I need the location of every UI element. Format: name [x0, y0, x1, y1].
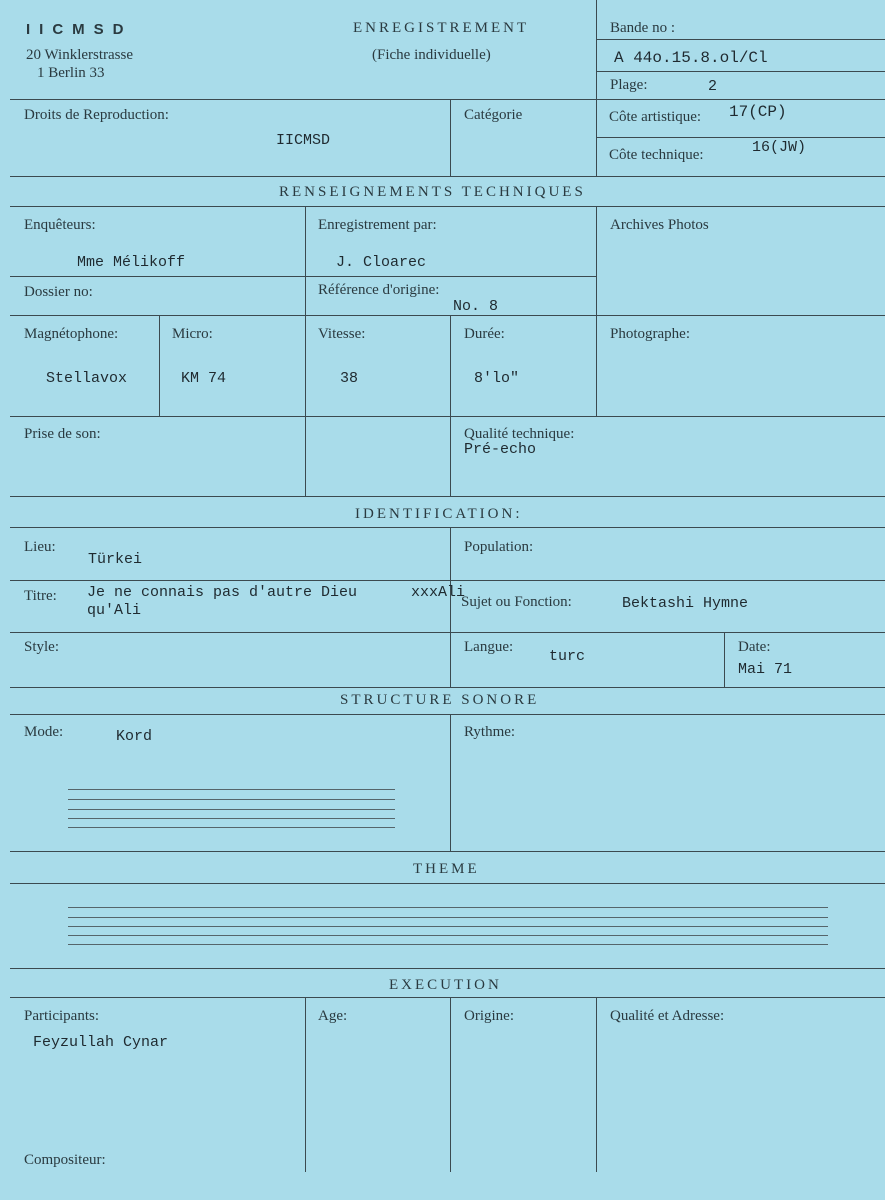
tech-col-divider-3	[596, 206, 597, 416]
photographe-label: Photographe:	[610, 326, 690, 342]
age-label: Age:	[318, 1008, 348, 1024]
magnetophone-value: Stellavox	[46, 370, 128, 387]
section-title-structure: STRUCTURE SONORE	[340, 692, 540, 708]
section-title-theme: THEME	[413, 861, 480, 877]
address-line-1: 20 Winklerstrasse	[26, 47, 134, 63]
date-label: Date:	[738, 639, 771, 655]
date-divider	[724, 632, 725, 687]
participants-value: Feyzullah Cynar	[33, 1034, 169, 1051]
titre-divider	[10, 632, 885, 633]
population-label: Population:	[464, 539, 534, 555]
qualite-technique-label: Qualité technique:	[464, 426, 575, 442]
duree-label: Durée:	[464, 326, 505, 342]
card-subtitle: (Fiche individuelle)	[372, 47, 491, 63]
mode-staff-line	[68, 789, 395, 790]
langue-value: turc	[549, 648, 586, 665]
bande-divider	[596, 39, 885, 40]
date-value: Mai 71	[738, 661, 793, 678]
sujet-value: Bektashi Hymne	[622, 595, 749, 612]
lieu-value: Türkei	[88, 551, 143, 568]
origine-label: Origine:	[464, 1008, 514, 1024]
theme-staff-line	[68, 944, 828, 945]
langue-label: Langue:	[464, 639, 514, 655]
rights-bottom-rule	[10, 176, 885, 177]
theme-staff-line	[68, 926, 828, 927]
structure-bottom-rule	[10, 851, 885, 852]
cote-technique-value: 16(JW)	[752, 139, 807, 156]
titre-value-line-2: qu'Ali	[87, 602, 142, 619]
plage-divider	[596, 71, 885, 72]
participants-label: Participants:	[24, 1008, 99, 1024]
section-title-execution: EXECUTION	[389, 977, 502, 993]
sujet-label: Sujet ou Fonction:	[461, 594, 572, 610]
theme-bottom-rule	[10, 968, 885, 969]
age-divider	[305, 997, 306, 1172]
org-logo: IICMSD	[26, 21, 133, 38]
header-bottom-rule	[10, 99, 885, 100]
style-label: Style:	[24, 639, 60, 655]
enqueteurs-value: Mme Mélikoff	[77, 254, 186, 271]
tech-bottom-rule	[10, 496, 885, 497]
micro-value: KM 74	[181, 370, 227, 387]
qualite-divider	[596, 997, 597, 1172]
categorie-divider	[450, 99, 451, 176]
section-title-technique: RENSEIGNEMENTS TECHNIQUES	[279, 184, 586, 200]
mode-label: Mode:	[24, 724, 64, 740]
duree-value: 8'lo"	[474, 370, 520, 387]
archives-photos-label: Archives Photos	[610, 217, 709, 233]
qualite-adresse-label: Qualité et Adresse:	[610, 1008, 725, 1024]
ident-col-divider	[450, 527, 451, 687]
enregistrement-par-label: Enregistrement par:	[318, 217, 437, 233]
enqueteurs-divider	[10, 276, 596, 277]
plage-label: Plage:	[610, 77, 648, 93]
reference-label: Référence d'origine:	[318, 282, 440, 298]
origine-divider	[450, 997, 451, 1172]
droits-label: Droits de Reproduction:	[24, 107, 169, 123]
cote-technique-label: Côte technique:	[609, 147, 704, 163]
bande-label: Bande no :	[610, 20, 675, 36]
prise-de-son-label: Prise de son:	[24, 426, 101, 442]
theme-staff-line	[68, 935, 828, 936]
section-title-identification: IDENTIFICATION:	[355, 506, 523, 522]
mode-staff-line	[68, 809, 395, 810]
mode-staff-line	[68, 827, 395, 828]
mode-staff-line	[68, 799, 395, 800]
reference-value: No. 8	[453, 298, 499, 315]
ident-title-rule	[10, 527, 885, 528]
mode-staff-line	[68, 818, 395, 819]
titre-overtype: xxxAli	[411, 584, 466, 601]
address-line-2: 1 Berlin 33	[37, 65, 105, 81]
theme-staff-line	[68, 907, 828, 908]
theme-title-rule	[10, 883, 885, 884]
dossier-label: Dossier no:	[24, 284, 93, 300]
dossier-divider	[10, 315, 885, 316]
categorie-label: Catégorie	[464, 107, 523, 123]
compositeur-label: Compositeur:	[24, 1152, 106, 1168]
header-right-divider	[596, 0, 597, 176]
bande-value: A 44o.15.8.ol/Cl	[614, 49, 768, 67]
micro-divider	[159, 315, 160, 416]
vitesse-label: Vitesse:	[318, 326, 366, 342]
vitesse-value: 38	[340, 370, 359, 387]
card-title: ENREGISTREMENT	[353, 20, 530, 36]
enqueteurs-label: Enquêteurs:	[24, 217, 96, 233]
recorder-divider	[10, 416, 885, 417]
lieu-divider	[10, 580, 885, 581]
titre-label: Titre:	[24, 588, 57, 604]
enregistrement-par-value: J. Cloarec	[336, 254, 427, 271]
qualite-technique-value: Pré-echo	[464, 441, 537, 458]
cote-artistique-value: 17(CP)	[729, 103, 787, 121]
cote-divider	[596, 137, 885, 138]
theme-staff-line	[68, 917, 828, 918]
droits-value: IICMSD	[276, 132, 331, 149]
mode-value: Kord	[116, 728, 153, 745]
cote-artistique-label: Côte artistique:	[609, 109, 702, 125]
lieu-label: Lieu:	[24, 539, 56, 555]
rythme-label: Rythme:	[464, 724, 516, 740]
structure-col-divider	[450, 714, 451, 851]
magnetophone-label: Magnétophone:	[24, 326, 119, 342]
execution-title-rule	[10, 997, 885, 998]
plage-value: 2	[708, 78, 718, 95]
ident-bottom-rule	[10, 687, 885, 688]
tech-col-divider-2	[450, 315, 451, 496]
micro-label: Micro:	[172, 326, 213, 342]
structure-title-rule	[10, 714, 885, 715]
titre-value-line-1: Je ne connais pas d'autre Dieu	[87, 584, 358, 601]
tech-col-divider-1	[305, 206, 306, 496]
tech-title-rule	[10, 206, 885, 207]
